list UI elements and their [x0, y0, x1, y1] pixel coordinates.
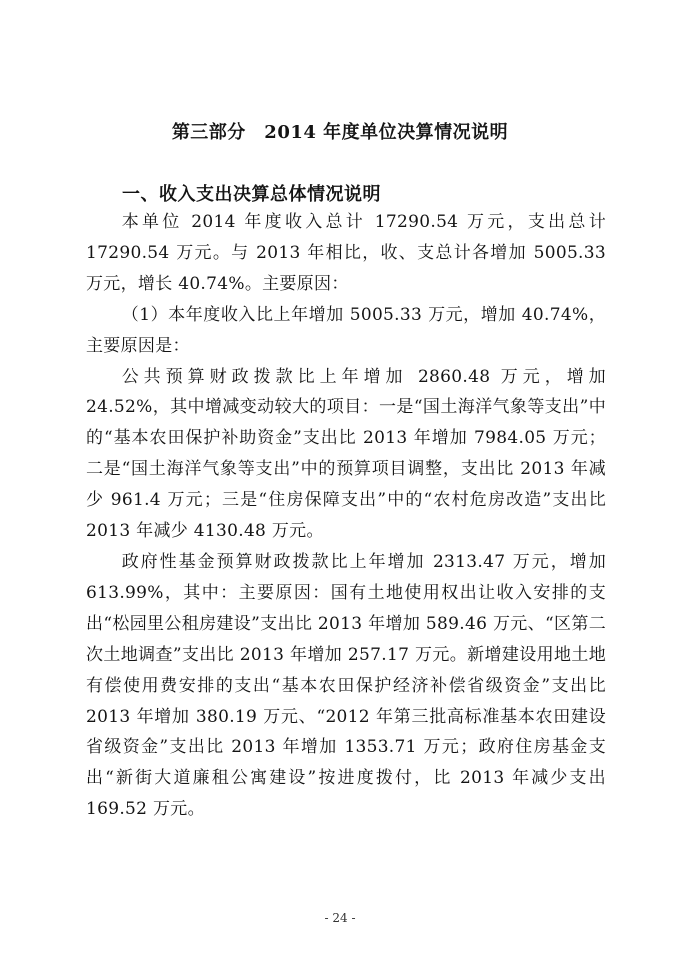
document-body [86, 207, 606, 825]
section-heading: 一、收入支出决算总体情况说明 [122, 184, 381, 205]
paragraph: 本单位 2014 年度收入总计 17290.54 万元，支出总计 17290.54 万元。与 2013 年相比，收、支总计各增加 5005.33 万元，增长 40.74%。主要原因： [86, 212, 606, 294]
page-number: - 24 - [324, 911, 356, 925]
paragraph: （1）本年度收入比上年增加 5005.33 万元，增加 40.74%，主要原因是： [86, 304, 606, 356]
page-title: 第三部分 2014 年度单位决算情况说明 [171, 122, 509, 143]
paragraph: 公共预算财政拨款比上年增加 2860.48 万元，增加 24.52%，其中增减变动较大的项目：一是“国土海洋气象等支出”中的“基本农田保护补助资金”支出比 2013 年增加 7984.05 万元；二是“国土海洋气象等支出”中的预算项目调整，支出比 2013 年减少 961.4 万元；三是“住房保障支出”中的“农村危房改造”支出比 2013 年减少 4130.48 万元。 [86, 366, 606, 542]
paragraph: 政府性基金预算财政拨款比上年增加 2313.47 万元，增加 613.99%，其中：主要原因：国有土地使用权出让收入安排的支出“松园里公租房建设”支出比 2013 年增加 589.46 万元、“区第二次土地调查”支出比 2013 年增加 257.17 万元。新增建设用地土地有偿使用费安排的支出“基本农田保护经济补偿省级资金”支出比 2013 年增加 380.19 万元、“2012 年第三批高标准基本农田建设省级资金”支出比 2013 年增加 1353.71 万元；政府住房基金支出“新街大道廉租公寓建设”按进度拨付，比 2013 年减少支出 169.52 万元。 [86, 551, 606, 820]
